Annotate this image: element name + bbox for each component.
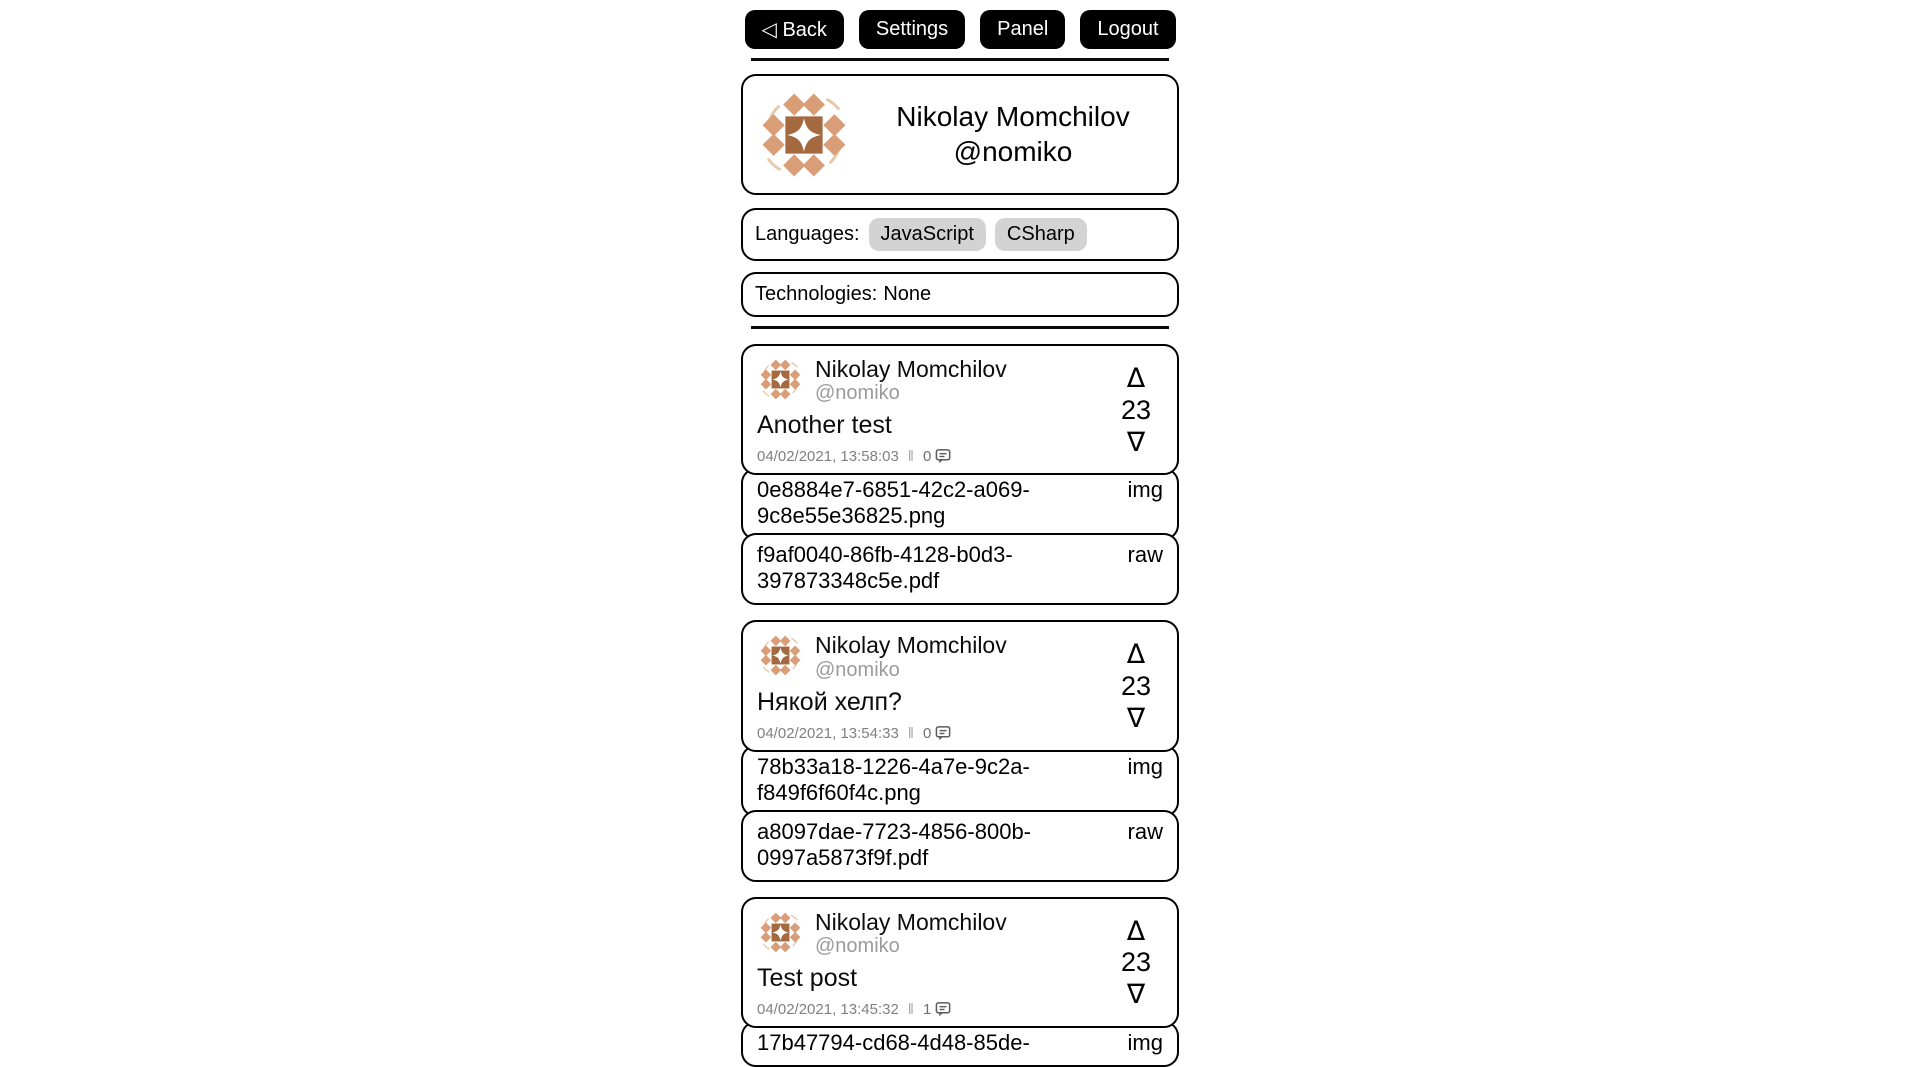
vote-count: 23 <box>1120 671 1152 702</box>
post-comments <box>923 725 952 742</box>
attachment-row[interactable] <box>741 533 1179 605</box>
attachment-type-badge: img <box>1127 477 1163 503</box>
attachment-filename: a8097dae-7723-4856-800b-0997a5873f9f.pdf <box>757 818 1032 870</box>
post-timestamp: 04/02/2021, 13:45:32 <box>757 1000 899 1018</box>
vote-column <box>1109 356 1165 465</box>
post-avatar-icon <box>757 632 804 679</box>
vote-count: 23 <box>1120 394 1152 425</box>
attachment-type-badge: raw <box>1127 542 1163 568</box>
comment-count: 0 <box>923 724 932 742</box>
languages-card <box>741 208 1179 261</box>
post-title: Test post <box>757 963 858 992</box>
post-avatar-icon <box>757 909 804 956</box>
attachment-filename: f9af0040-86fb-4128-b0d3-397873348c5e.pdf <box>757 542 1013 594</box>
comments-icon <box>935 725 952 742</box>
post-meta-row <box>757 448 1109 465</box>
post-author: Nikolay Momchilov <box>815 908 1007 935</box>
attachment-row[interactable] <box>741 810 1179 882</box>
attachment-row[interactable] <box>741 745 1179 817</box>
upvote-button[interactable]: Δ <box>1126 915 1146 947</box>
languages-label: Languages: <box>755 223 860 245</box>
logout-button[interactable]: Logout <box>1080 10 1175 49</box>
post-item <box>741 897 1179 1067</box>
post-comments <box>923 448 952 465</box>
upvote-button[interactable]: Δ <box>1126 639 1146 671</box>
meta-separator: ‖ <box>907 1000 914 1018</box>
attachment-filename: 0e8884e7-6851-42c2-a069-9c8e55e36825.png <box>757 477 1030 529</box>
post-title: Another test <box>757 411 892 440</box>
divider <box>751 326 1169 329</box>
upvote-button[interactable]: Δ <box>1126 363 1146 395</box>
post-card <box>741 897 1179 1028</box>
content-column <box>741 0 1179 1067</box>
post-card <box>741 344 1179 475</box>
post-author: Nikolay Momchilov <box>815 632 1007 659</box>
downvote-button[interactable]: ∇ <box>1126 702 1146 734</box>
panel-button[interactable]: Panel <box>980 10 1065 49</box>
attachment-filename: 78b33a18-1226-4a7e-9c2a-f849f6f60f4c.png <box>757 753 1030 805</box>
downvote-button[interactable]: ∇ <box>1126 426 1146 458</box>
profile-names <box>861 100 1165 168</box>
back-button[interactable]: ◁ Back <box>745 10 844 49</box>
post-comments <box>923 1001 952 1018</box>
comment-count: 0 <box>923 448 932 466</box>
vote-count: 23 <box>1120 947 1152 978</box>
divider <box>751 58 1169 61</box>
attachment-filename: 17b47794-cd68-4d48-85de- <box>757 1029 1030 1055</box>
post-author-handle: @nomiko <box>815 658 900 681</box>
vote-column <box>1109 632 1165 741</box>
top-nav-bar <box>741 10 1179 49</box>
post-avatar-icon <box>757 356 804 403</box>
post-meta-row <box>757 725 1109 742</box>
post-timestamp: 04/02/2021, 13:54:33 <box>757 724 899 742</box>
profile-name: Nikolay Momchilov <box>896 101 1130 133</box>
comments-icon <box>935 448 952 465</box>
profile-avatar-icon <box>755 86 853 184</box>
post-title: Някой хелп? <box>757 687 902 716</box>
settings-button[interactable]: Settings <box>859 10 965 49</box>
technologies-value: None <box>883 283 932 305</box>
attachment-row[interactable] <box>741 468 1179 540</box>
meta-separator: ‖ <box>907 724 914 742</box>
technologies-card <box>741 272 1179 317</box>
language-badge-csharp: CSharp <box>995 218 1087 251</box>
post-card <box>741 620 1179 751</box>
comments-icon <box>935 1001 952 1018</box>
post-item <box>741 620 1179 881</box>
post-timestamp: 04/02/2021, 13:58:03 <box>757 448 899 466</box>
attachment-type-badge: img <box>1127 1029 1163 1055</box>
meta-separator: ‖ <box>907 448 914 466</box>
attachment-type-badge: raw <box>1127 818 1163 844</box>
post-meta-row <box>757 1001 1109 1018</box>
post-item <box>741 344 1179 605</box>
technologies-label: Technologies: <box>755 283 878 305</box>
post-author-handle: @nomiko <box>815 382 900 405</box>
language-badge-javascript: JavaScript <box>869 218 986 251</box>
vote-column <box>1109 909 1165 1018</box>
attachment-type-badge: img <box>1127 753 1163 779</box>
downvote-button[interactable]: ∇ <box>1126 979 1146 1011</box>
profile-handle: @nomiko <box>953 135 1073 167</box>
comment-count: 1 <box>923 1000 932 1018</box>
post-author: Nikolay Momchilov <box>815 356 1007 382</box>
profile-card <box>741 74 1179 195</box>
post-author-handle: @nomiko <box>815 934 900 957</box>
